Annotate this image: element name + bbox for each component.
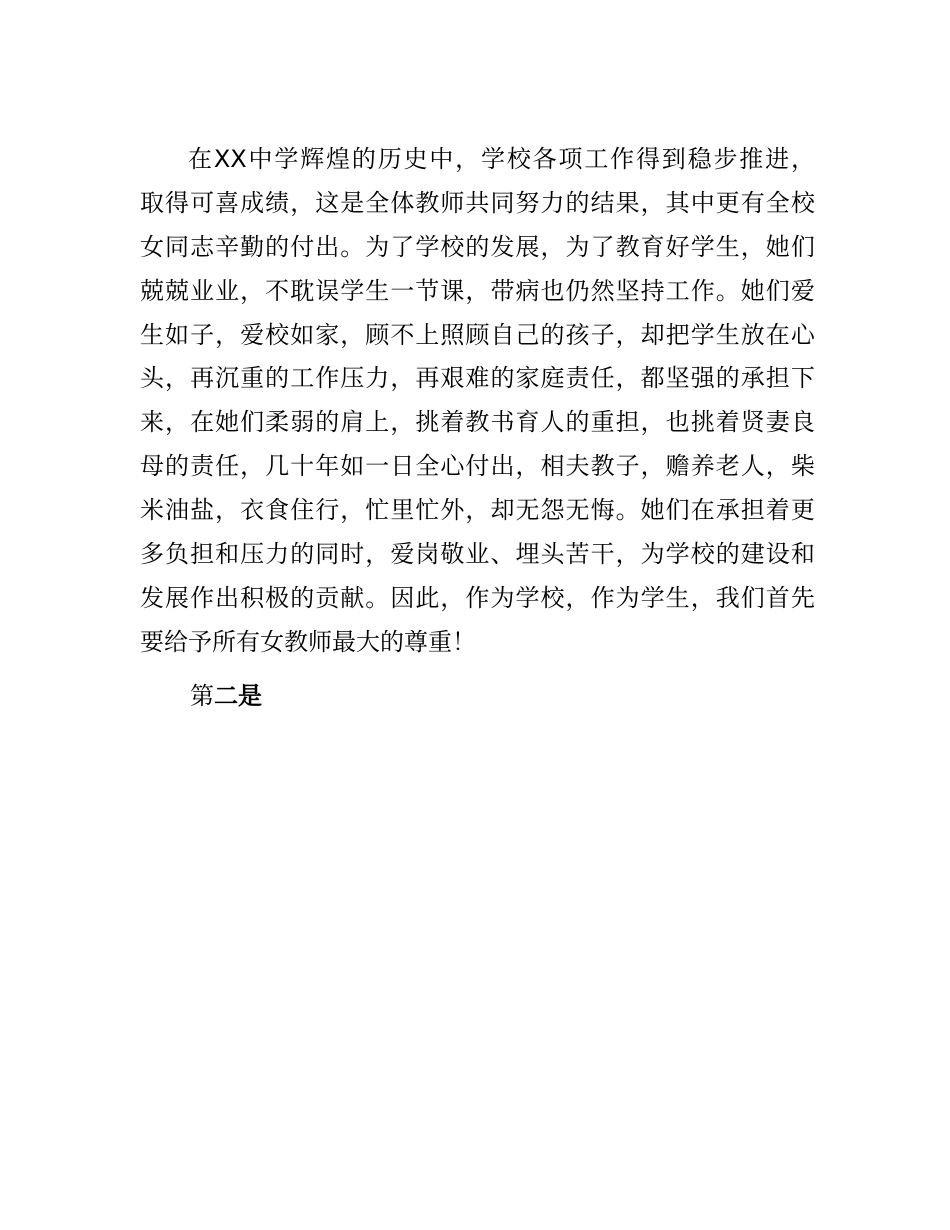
paragraph-line: 多 负 担 和 压 力 的 同 时 ， 爱 岗 敬 业 、 埋 头 苦 干 ， 为 学 校 的 建 设 和	[140, 540, 815, 569]
paragraph-line: 在 XX 中 学 辉 煌 的 历 史 中 ， 学 校 各 项 工 作 得 到 稳 步 推 进 ，	[188, 145, 815, 173]
paragraph-line: 米 油 盐 ， 衣 食 住 行 ， 忙 里 忙 外 ， 却 无 怨 无 悔 。 她 们 在 承 担 着 更	[140, 496, 815, 525]
heading-prefix: 第	[190, 682, 214, 710]
paragraph-line: 母 的 责 任 ， 几 十 年 如 一 日 全 心 付 出 ， 相 夫 教 子 ， 赡 养 老 人 ， 柴	[140, 452, 815, 481]
heading-bold-text: 二是	[214, 682, 262, 710]
paragraph-line: 发 展 作 出 积 极 的 贡 献 。 因 此 ， 作 为 学 校 ， 作 为 学 生 ， 我 们 首 先	[140, 583, 815, 612]
paragraph-line: 女 同 志 辛 勤 的 付 出 。 为 了 学 校 的 发 展 ， 为 了 教 育 好 学 生 ， 她 们	[140, 232, 815, 261]
paragraph-line: 兢 兢 业 业 ， 不 耽 误 学 生 一 节 课 ， 带 病 也 仍 然 坚 持 工 作 。 她 们 爱	[140, 276, 815, 305]
section-heading	[190, 675, 262, 719]
paragraph-line: 要给予所有女教师最大的尊重！	[140, 627, 476, 656]
paragraph-line: 取 得 可 喜 成 绩 ， 这 是 全 体 教 师 共 同 努 力 的 结 果 ， 其 中 更 有 全 校	[140, 188, 815, 217]
paragraph-line: 生 如 子 ， 爱 校 如 家 ， 顾 不 上 照 顾 自 己 的 孩 子 ， 却 把 学 生 放 在 心	[140, 320, 815, 349]
paragraph-line: 来 ， 在 她 们 柔 弱 的 肩 上 ， 挑 着 教 书 育 人 的 重 担 ， 也 挑 着 贤 妻 良	[140, 408, 815, 437]
paragraph-line: 头 ， 再 沉 重 的 工 作 压 力 ， 再 艰 难 的 家 庭 责 任 ， 都 坚 强 的 承 担 下	[140, 364, 815, 393]
body-paragraph	[140, 138, 815, 665]
